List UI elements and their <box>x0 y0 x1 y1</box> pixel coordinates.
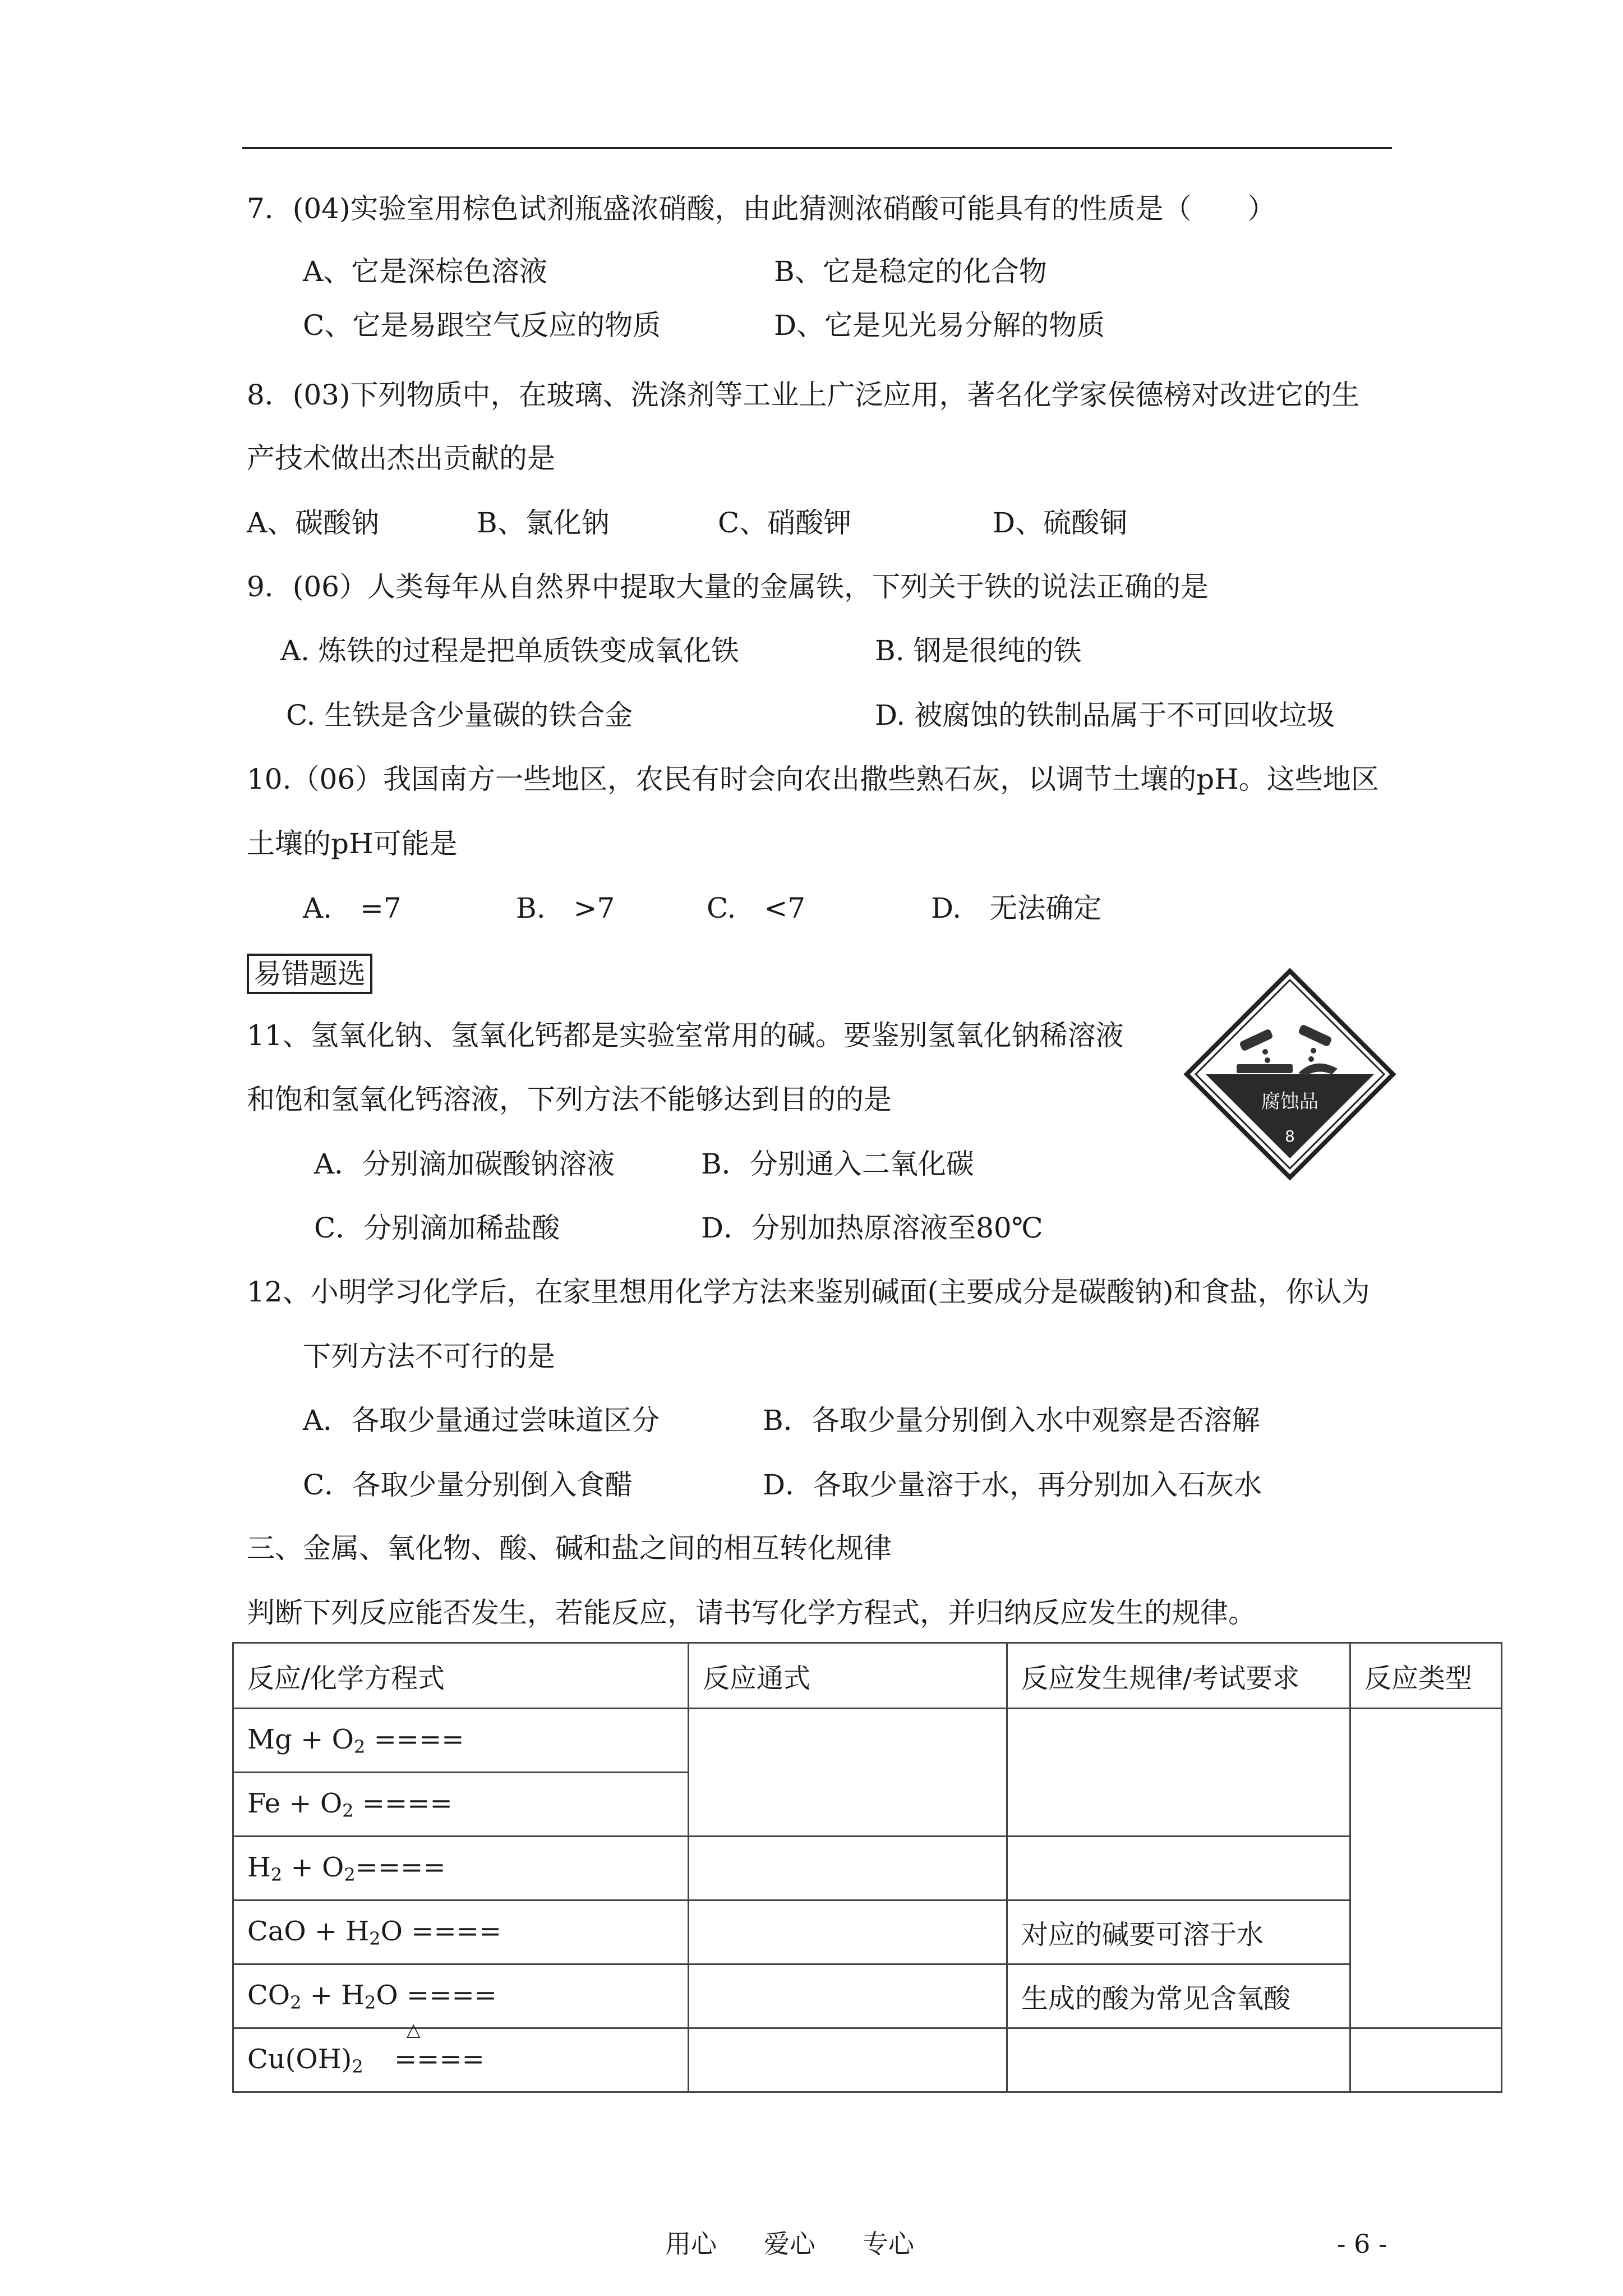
hazard-label-text: 腐蚀品 <box>1261 1091 1318 1113</box>
q10-option-c: C. <7 <box>707 892 806 924</box>
q11-option-c: C．分别滴加稀盐酸 <box>314 1212 560 1244</box>
q8-stem-line2: 产技术做出杰出贡献的是 <box>247 442 555 475</box>
table-header-row <box>233 1643 1502 1709</box>
table-row <box>233 1837 1502 1901</box>
corrosive-hazard-icon <box>1183 968 1396 1181</box>
q8-option-b: B、氯化钠 <box>477 507 610 539</box>
q8-option-d: D、硫酸铜 <box>993 507 1128 539</box>
rule-cell: 生成的酸为常见含氧酸 <box>1007 1964 1350 2028</box>
table-row <box>233 1901 1502 1964</box>
table-row <box>233 1964 1502 2028</box>
footer-motto-2: 爱心 <box>764 2229 815 2259</box>
header-rule: 反应发生规律/考试要求 <box>1007 1643 1350 1709</box>
q9-option-a: A. 炼铁的过程是把单质铁变成氧化铁 <box>280 634 739 667</box>
formula-cell[interactable] <box>689 2028 1007 2092</box>
rule-cell[interactable] <box>1007 1709 1350 1837</box>
q11-option-b: B．分别通入二氧化碳 <box>701 1148 974 1180</box>
header-equation: 反应/化学方程式 <box>233 1643 689 1709</box>
header-rule <box>242 147 1392 149</box>
footer-motto-1: 用心 <box>665 2229 717 2259</box>
reaction-table <box>232 1642 1502 2093</box>
q11-option-d: D．分别加热原溶液至80℃ <box>701 1212 1043 1244</box>
equation-cell: CaO + $H_2O$ ==== <box>233 1901 689 1964</box>
type-cell[interactable] <box>1350 1709 1502 2028</box>
q9-option-b: B. 钢是很纯的铁 <box>875 634 1082 667</box>
footer-motto-3: 专心 <box>863 2229 914 2259</box>
q9-stem: 9．(06）人类每年从自然界中提取大量的金属铁，下列关于铁的说法正确的是 <box>247 570 1209 603</box>
header-general-formula: 反应通式 <box>689 1643 1007 1709</box>
q9-option-c: C. 生铁是含少量碳的铁合金 <box>286 699 633 731</box>
rule-cell[interactable] <box>1007 2028 1350 2092</box>
q11-option-a: A．分别滴加碳酸钠溶液 <box>314 1148 615 1180</box>
equation-cell: $CO_2 + H_2O$ ==== <box>233 1964 689 2028</box>
q10-option-a: A. =7 <box>303 892 402 924</box>
formula-cell[interactable] <box>689 1837 1007 1901</box>
page-number: - 6 - <box>1337 2229 1387 2259</box>
q7-option-c: C、它是易跟空气反应的物质 <box>303 309 661 342</box>
formula-cell[interactable] <box>689 1964 1007 2028</box>
q12-option-b: B．各取少量分别倒入水中观察是否溶解 <box>763 1404 1260 1437</box>
q7-stem: 7．(04)实验室用棕色试剂瓶盛浓硝酸，由此猜测浓硝酸可能具有的性质是（ ） <box>247 192 1276 225</box>
table-row <box>233 2028 1502 2092</box>
q10-stem-line1: 10.（06）我国南方一些地区，农民有时会向农出撒些熟石灰，以调节土壤的pH。这些地区 <box>247 763 1379 795</box>
q12-stem-line1: 12、小明学习化学后，在家里想用化学方法来鉴别碱面(主要成分是碳酸钠)和食盐，你认为 <box>247 1276 1370 1308</box>
q12-option-a: A．各取少量通过尝味道区分 <box>303 1404 660 1437</box>
equation-cell: $H_2 + O_2====$ <box>233 1837 689 1901</box>
equation-cell: $Cu(OH)_2$ △ ==== <box>233 2028 689 2092</box>
heat-symbol: △ <box>406 2018 421 2040</box>
q8-option-c: C、硝酸钾 <box>718 507 852 539</box>
equation-cell: $Fe + O_2$ ==== <box>233 1773 689 1837</box>
q10-option-b: B. >7 <box>516 892 615 924</box>
equation-cell: $Mg + O_2$ ==== <box>233 1709 689 1773</box>
table-row <box>233 1709 1502 1773</box>
q12-option-d: D．各取少量溶于水，再分别加入石灰水 <box>763 1469 1262 1501</box>
q11-stem-line1: 11、氢氧化钠、氢氧化钙都是实验室常用的碱。要鉴别氢氧化钠稀溶液 <box>247 1019 1124 1052</box>
header-reaction-type: 反应类型 <box>1350 1643 1502 1709</box>
q8-stem-line1: 8．(03)下列物质中，在玻璃、洗涤剂等工业上广泛应用，著名化学家侯德榜对改进它的生 <box>247 379 1360 411</box>
rule-cell: 对应的碱要可溶于水 <box>1007 1901 1350 1964</box>
equals-sign: ==== <box>394 2043 485 2075</box>
q12-option-c: C．各取少量分别倒入食醋 <box>303 1469 633 1501</box>
q7-option-a: A、它是深棕色溶液 <box>303 255 548 288</box>
q10-stem-line2: 土壤的pH可能是 <box>247 827 458 860</box>
q11-stem-line2: 和饱和氢氧化钙溶液，下列方法不能够达到目的的是 <box>247 1083 892 1116</box>
rule-cell[interactable] <box>1007 1837 1350 1901</box>
section-tag: 易错题选 <box>247 954 372 994</box>
q8-option-a: A、碳酸钠 <box>247 507 380 539</box>
q7-option-b: B、它是稳定的化合物 <box>774 255 1047 288</box>
section3-instruction: 判断下列反应能否发生，若能反应，请书写化学方程式，并归纳反应发生的规律。 <box>247 1596 1256 1629</box>
q9-option-d: D. 被腐蚀的铁制品属于不可回收垃圾 <box>875 699 1335 731</box>
q7-option-d: D、它是见光易分解的物质 <box>774 309 1105 342</box>
hazard-class-number: 8 <box>1285 1127 1295 1145</box>
q12-stem-line2: 下列方法不可行的是 <box>303 1340 555 1373</box>
formula-cell[interactable] <box>689 1901 1007 1964</box>
section3-title: 三、金属、氧化物、酸、碱和盐之间的相互转化规律 <box>247 1532 892 1565</box>
formula-cell[interactable] <box>689 1709 1007 1837</box>
type-cell[interactable] <box>1350 2028 1502 2092</box>
q10-option-d: D. 无法确定 <box>931 892 1102 924</box>
